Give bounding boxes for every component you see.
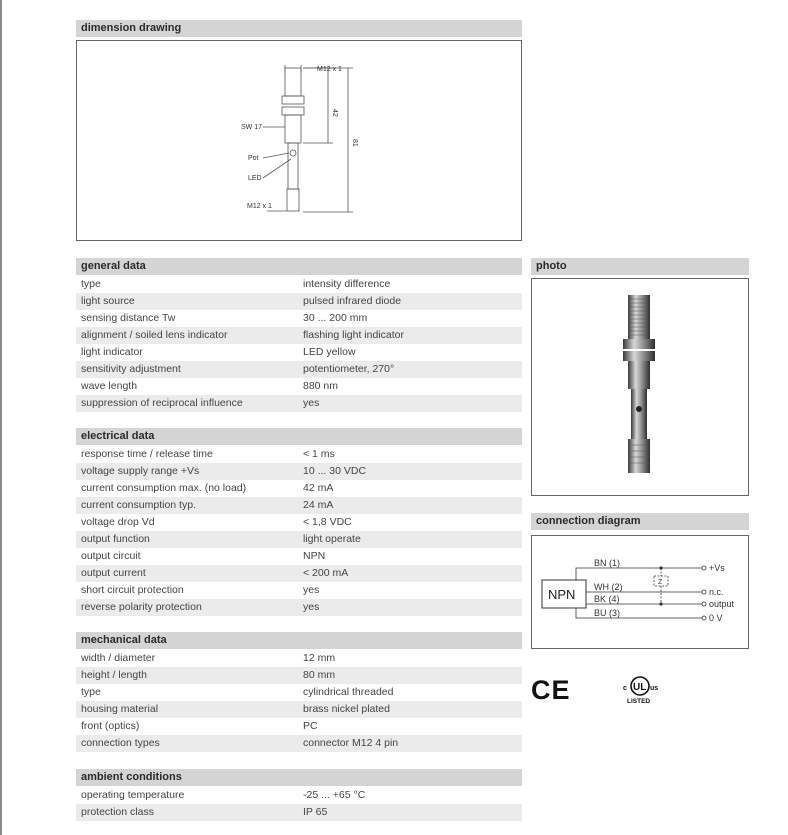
page-edge (0, 0, 2, 835)
table-row (76, 582, 522, 599)
ce-mark-text: CE (531, 675, 571, 703)
row-label: housing material (81, 703, 159, 715)
table-row (76, 787, 522, 804)
table-row (76, 344, 522, 361)
table-row (76, 804, 522, 821)
table-row (76, 395, 522, 412)
bu-label: BU (3) (594, 608, 621, 618)
ul-c: c (623, 685, 627, 692)
row-value: light operate (303, 533, 361, 545)
thread-top-label: M12 x 1 (317, 66, 342, 73)
table-row (76, 735, 522, 752)
row-value: 12 mm (303, 652, 336, 664)
row-label: sensing distance Tw (81, 312, 176, 324)
connection-diagram-header: connection diagram (531, 513, 749, 530)
table-row (76, 565, 522, 582)
dim-81-label: 81 (351, 139, 358, 147)
table-row (76, 531, 522, 548)
row-label: type (81, 278, 101, 290)
row-value: 42 mA (303, 482, 334, 494)
row-value: 30 ... 200 mm (303, 312, 368, 324)
connection-diagram (532, 536, 748, 648)
general-data-header: general data (76, 258, 522, 275)
table-row (76, 463, 522, 480)
table-row (76, 718, 522, 735)
dimension-drawing-header: dimension drawing (76, 20, 522, 37)
row-label: width / diameter (81, 652, 156, 664)
row-label: type (81, 686, 101, 698)
row-value: yes (303, 397, 320, 409)
dimension-drawing-frame (76, 40, 522, 241)
table-row (76, 497, 522, 514)
electrical-data-table (76, 446, 522, 616)
nc-label: n.c. (709, 587, 724, 597)
ul-us: us (650, 685, 659, 692)
general-data-table (76, 276, 522, 412)
row-label: height / length (81, 669, 147, 681)
row-value: 24 mA (303, 499, 334, 511)
row-label: suppression of reciprocal influence (81, 397, 243, 409)
table-row (76, 701, 522, 718)
row-value: < 1,8 VDC (303, 516, 352, 528)
mechanical-data-header: mechanical data (76, 632, 522, 649)
z-label: Z (658, 579, 663, 586)
electrical-data-header: electrical data (76, 428, 522, 445)
ambient-conditions-table (76, 787, 522, 821)
pot-label: Pot (248, 155, 259, 162)
wh-label: WH (2) (594, 582, 623, 592)
row-value: 80 mm (303, 669, 336, 681)
zero-v-label: 0 V (709, 613, 723, 623)
row-value: 880 nm (303, 380, 339, 392)
row-label: response time / release time (81, 448, 213, 460)
row-value: yes (303, 601, 320, 613)
row-value: LED yellow (303, 346, 356, 358)
dim-42-label: 42 (331, 109, 338, 117)
row-value: flashing light indicator (303, 329, 404, 341)
table-row (76, 514, 522, 531)
vs-label: +Vs (709, 563, 725, 573)
photo-frame (531, 278, 749, 496)
table-row (76, 684, 522, 701)
photo-header: photo (531, 258, 749, 275)
row-value: -25 ... +65 °C (303, 789, 366, 801)
row-value: < 1 ms (303, 448, 335, 460)
row-label: short circuit protection (81, 584, 184, 596)
ambient-conditions-header: ambient conditions (76, 769, 522, 786)
thread-bottom-label: M12 x 1 (247, 203, 272, 210)
table-row (76, 548, 522, 565)
row-label: operating temperature (81, 789, 185, 801)
table-row (76, 327, 522, 344)
row-value: connector M12 4 pin (303, 737, 399, 749)
row-label: reverse polarity protection (81, 601, 202, 613)
row-label: sensitivity adjustment (81, 363, 181, 375)
table-row (76, 276, 522, 293)
table-row (76, 650, 522, 667)
bk-label: BK (4) (594, 594, 620, 604)
row-label: current consumption max. (no load) (81, 482, 247, 494)
row-value: potentiometer, 270° (303, 363, 395, 375)
table-row (76, 361, 522, 378)
dimension-drawing (77, 41, 521, 240)
row-value: NPN (303, 550, 326, 562)
row-label: front (optics) (81, 720, 140, 732)
row-value: pulsed infrared diode (303, 295, 402, 307)
row-label: light source (81, 295, 135, 307)
output-label: output (709, 599, 735, 609)
table-row (76, 480, 522, 497)
table-row (76, 599, 522, 616)
row-label: wave length (81, 380, 138, 392)
row-label: current consumption typ. (81, 499, 196, 511)
row-label: protection class (81, 806, 154, 818)
row-label: alignment / soiled lens indicator (81, 329, 228, 341)
row-value: 10 ... 30 VDC (303, 465, 367, 477)
row-label: connection types (81, 737, 160, 749)
ul-listed-logo (620, 674, 664, 706)
table-row (76, 378, 522, 395)
table-row (76, 667, 522, 684)
sw-label: SW 17 (241, 124, 263, 131)
table-row (76, 310, 522, 327)
row-value: IP 65 (303, 806, 328, 818)
row-value: brass nickel plated (303, 703, 390, 715)
bn-label: BN (1) (594, 558, 621, 568)
ul-mark: UL (633, 682, 647, 693)
ce-mark (531, 675, 571, 703)
sensor-photo (532, 279, 748, 495)
row-label: voltage drop Vd (81, 516, 155, 528)
row-label: output current (81, 567, 146, 579)
npn-label: NPN (548, 587, 576, 602)
row-value: intensity difference (303, 278, 391, 290)
mechanical-data-table (76, 650, 522, 752)
row-label: output circuit (81, 550, 141, 562)
row-value: yes (303, 584, 320, 596)
connection-diagram-frame (531, 535, 749, 649)
row-value: < 200 mA (303, 567, 349, 579)
row-label: voltage supply range +Vs (81, 465, 200, 477)
row-label: light indicator (81, 346, 143, 358)
row-label: output function (81, 533, 150, 545)
led-label: LED (248, 175, 262, 182)
ul-listed: LISTED (627, 698, 651, 705)
table-row (76, 293, 522, 310)
table-row (76, 446, 522, 463)
row-value: PC (303, 720, 318, 732)
row-value: cylindrical threaded (303, 686, 394, 698)
